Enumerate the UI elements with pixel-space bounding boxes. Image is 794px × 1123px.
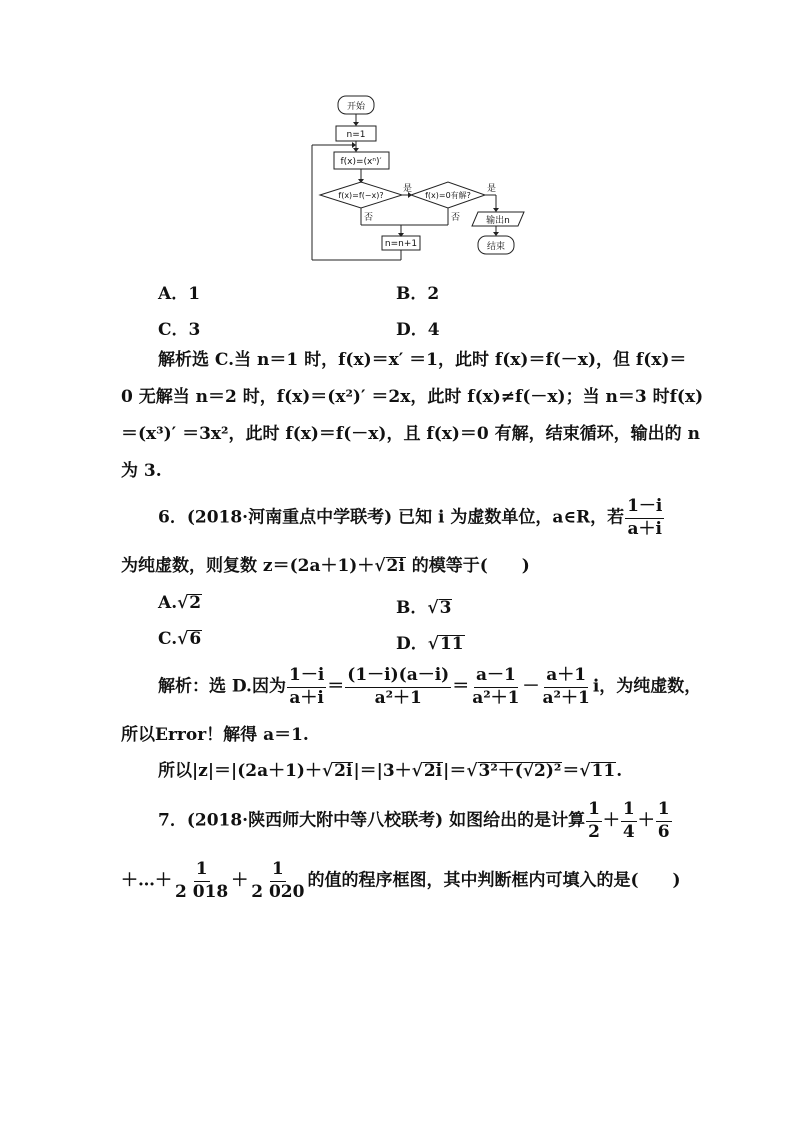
minus-sign: － bbox=[522, 676, 540, 697]
q7-stem-line-2 bbox=[121, 860, 681, 902]
radicand: 2i bbox=[386, 556, 405, 576]
q5-option-a: A．1 bbox=[158, 284, 201, 304]
fraction-numerator: a＋1 bbox=[544, 666, 588, 688]
solution-text-2: i，为纯虚数， bbox=[592, 676, 702, 697]
plus-sign: ＋ bbox=[637, 810, 655, 831]
start-label: 开始 bbox=[346, 102, 366, 112]
fraction-2 bbox=[345, 666, 451, 708]
q5-option-d: D．4 bbox=[396, 320, 440, 340]
radicand: 2i bbox=[334, 761, 353, 781]
increment-label: n=n+1 bbox=[384, 239, 418, 249]
radicand: 2 bbox=[189, 593, 202, 613]
fraction-denominator: 2 020 bbox=[251, 881, 305, 902]
harmonic-fraction-1 bbox=[586, 800, 602, 842]
fraction-denominator: 6 bbox=[657, 821, 670, 842]
fraction-denominator: a²＋1 bbox=[374, 687, 422, 708]
radicand: 11 bbox=[591, 761, 616, 781]
option-label: C. bbox=[158, 629, 178, 649]
end-label: 结束 bbox=[486, 242, 506, 252]
q6-stem-line-2: 为纯虚数，则复数 z＝(2a＋1)＋√2i 的模等于( ) bbox=[121, 556, 530, 576]
q5-solution-line-3: ＝(x³)′ ＝3x²，此时 f(x)＝f(－x)，且 f(x)＝0 有解，结束循环，输出的 n bbox=[121, 424, 700, 444]
fraction-numerator: 1 bbox=[656, 800, 672, 822]
yes-label-2: 是 bbox=[487, 184, 497, 194]
option-label: D． bbox=[396, 634, 428, 654]
fraction-numerator: a－1 bbox=[474, 666, 518, 688]
harmonic-fraction-5 bbox=[249, 860, 306, 902]
fraction-4 bbox=[541, 666, 592, 708]
solution-text-5: . bbox=[616, 761, 623, 781]
equals-sign: ＝ bbox=[452, 676, 470, 697]
solution-text-4: ＝ bbox=[562, 761, 580, 781]
harmonic-fraction-4 bbox=[173, 860, 230, 902]
radicand: 2i bbox=[423, 761, 443, 781]
output-label: 输出n bbox=[486, 216, 510, 226]
q6-option-d: D．√11 bbox=[396, 634, 464, 654]
q6-stem-text-2: 为纯虚数，则复数 z＝(2a＋1)＋ bbox=[121, 556, 375, 576]
q6-stem-text-3: 的模等于( ) bbox=[405, 556, 530, 576]
q7-stem-text: 7．(2018·陕西师大附中等八校联考) 如图给出的是计算 bbox=[158, 810, 586, 831]
solution-text: 所以|z|＝|(2a＋1)＋ bbox=[158, 761, 322, 781]
solution-text-2: |＝|3＋ bbox=[353, 761, 412, 781]
q5-solution-line-1: 解析选 C.当 n＝1 时，f(x)＝x′ ＝1，此时 f(x)＝f(－x)，但 f(x)＝ bbox=[158, 350, 687, 370]
q7-stem-line-1 bbox=[158, 800, 673, 842]
radicand: 6 bbox=[189, 629, 202, 649]
radicand: 11 bbox=[439, 634, 464, 654]
fraction-numerator: 1 bbox=[270, 860, 286, 882]
q5-option-b: B．2 bbox=[396, 284, 440, 304]
fraction-denominator: a＋i bbox=[289, 687, 324, 708]
fraction-denominator: 2 bbox=[588, 821, 600, 842]
q5-solution-line-2: 0 无解当 n＝2 时，f(x)＝(x²)′ ＝2x，此时 f(x)≠f(－x)；当 n＝3 时f(x) bbox=[121, 387, 704, 407]
q6-solution-line-2: 所以Error！解得 a＝1. bbox=[121, 725, 309, 745]
q6-option-b: B．√3 bbox=[396, 598, 452, 618]
condition-label-2: f(x)=0有解? bbox=[425, 191, 471, 200]
fraction-numerator: 1 bbox=[586, 800, 602, 822]
q6-stem-fraction bbox=[625, 497, 664, 539]
radicand: 3 bbox=[439, 598, 452, 618]
init-label: n=1 bbox=[346, 130, 366, 140]
no-label-1: 否 bbox=[364, 213, 374, 223]
fraction-numerator: (1－i)(a－i) bbox=[345, 666, 451, 688]
radicand: 3²＋(√2)² bbox=[478, 761, 562, 781]
plus-sign: ＋ bbox=[602, 810, 620, 831]
fraction-numerator: 1 bbox=[621, 800, 637, 822]
solution-text: 解析：选 D.因为 bbox=[158, 676, 286, 697]
option-label: B． bbox=[396, 598, 428, 618]
fraction-numerator: 1－i bbox=[287, 666, 326, 688]
fraction-numerator: 1 bbox=[194, 860, 210, 882]
harmonic-fraction-2 bbox=[621, 800, 637, 842]
fraction-1 bbox=[287, 666, 326, 708]
flowchart bbox=[300, 90, 540, 270]
fraction-denominator: 4 bbox=[622, 821, 635, 842]
q6-stem-text: 6．(2018·河南重点中学联考) 已知 i 为虚数单位，a∈R，若 bbox=[158, 507, 625, 528]
q5-solution-line-4: 为 3. bbox=[121, 461, 162, 481]
q7-stem-text-2: ＋…＋ bbox=[121, 870, 172, 891]
q6-option-a: A.√2 bbox=[158, 593, 202, 613]
assign-label: f(x)=(xⁿ)′ bbox=[340, 157, 382, 167]
q6-stem-line-1 bbox=[158, 497, 665, 539]
fraction-denominator: 2 018 bbox=[175, 881, 229, 902]
fraction-3 bbox=[470, 666, 521, 708]
harmonic-fraction-3 bbox=[656, 800, 672, 842]
fraction-denominator: a²＋1 bbox=[542, 687, 590, 708]
solution-text-3: |＝ bbox=[443, 761, 467, 781]
condition-label-1: f(x)=f(−x)? bbox=[338, 191, 384, 200]
no-label-2: 否 bbox=[451, 213, 461, 223]
fraction-denominator: a＋i bbox=[627, 518, 662, 539]
q7-stem-text-3: 的值的程序框图，其中判断框内可填入的是( ) bbox=[307, 870, 681, 891]
equals-sign: ＝ bbox=[327, 676, 345, 697]
yes-label-1: 是 bbox=[403, 184, 413, 194]
fraction-numerator: 1－i bbox=[625, 497, 664, 519]
fraction-denominator: a²＋1 bbox=[472, 687, 520, 708]
q6-option-c: C.√6 bbox=[158, 629, 202, 649]
q5-option-c: C．3 bbox=[158, 320, 201, 340]
q6-solution-line-1 bbox=[158, 666, 701, 708]
option-label: A. bbox=[158, 593, 178, 613]
q6-solution-line-3: 所以|z|＝|(2a＋1)＋√2i|＝|3＋√2i|＝√3²＋(√2)²＝√11. bbox=[158, 761, 623, 781]
plus-sign: ＋ bbox=[231, 870, 249, 891]
